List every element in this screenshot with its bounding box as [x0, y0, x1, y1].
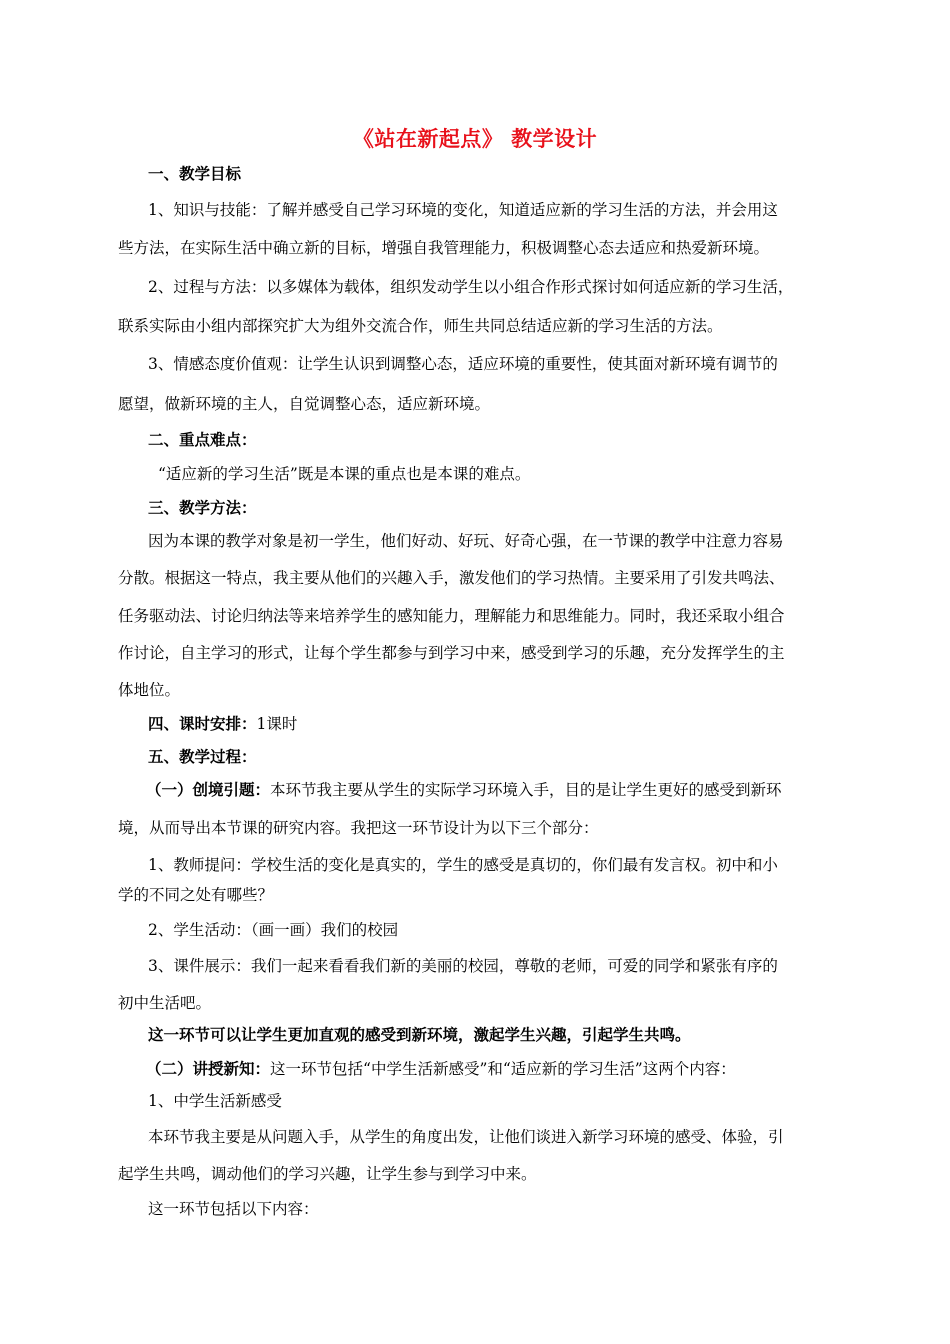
paragraph-line: 作讨论，自主学习的形式，让每个学生都参与到学习中来，感受到学习的乐趣，充分发挥学生的主 — [118, 644, 785, 662]
paragraph-line: 任务驱动法、讨论归纳法等来培养学生的感知能力，理解能力和思维能力。同时，我还采取小组合 — [118, 607, 785, 625]
part1-label: （一）创境引题： — [146, 780, 271, 799]
paragraph-line: 本环节我主要是从问题入手，从学生的角度出发，让他们谈进入新学习环境的感受、体验，引 — [148, 1128, 784, 1146]
section-heading-objectives: 一、教学目标 — [148, 164, 242, 183]
schedule-line — [148, 714, 297, 734]
part1-line — [146, 780, 782, 800]
paragraph-line: 愿望，做新环境的主人，自觉调整心态，适应新环境。 — [118, 395, 491, 413]
paragraph-line: 2、过程与方法：以多媒体为载体，组织发动学生以小组合作形式探讨如何适应新的学习生活， — [148, 278, 794, 296]
paragraph-line: 2、学生活动：（画一画）我们的校园 — [148, 921, 399, 939]
paragraph-line: 1、中学生活新感受 — [148, 1092, 282, 1110]
paragraph-line: 初中生活吧。 — [118, 994, 212, 1012]
document-title: 《站在新起点》 教学设计 — [352, 126, 598, 151]
section-heading-methods: 三、教学方法： — [148, 498, 257, 517]
schedule-value: 1课时 — [256, 715, 298, 733]
part2-text: 这一环节包括“中学生活新感受”和“适应新的学习生活”这两个内容： — [270, 1060, 736, 1078]
paragraph-line: 这一环节包括以下内容： — [148, 1200, 319, 1218]
part2-line — [146, 1059, 736, 1079]
paragraph-line: 起学生共鸣，调动他们的学习兴趣，让学生参与到学习中来。 — [118, 1165, 537, 1183]
paragraph-line: 体地位。 — [118, 681, 181, 699]
paragraph-line: 学的不同之处有哪些？ — [118, 886, 274, 904]
section-heading-process: 五、教学过程： — [148, 747, 257, 766]
paragraph-line: 3、课件展示：我们一起来看看我们新的美丽的校园，尊敬的老师，可爱的同学和紧张有序的 — [148, 957, 778, 975]
paragraph-line: 分散。根据这一特点，我主要从他们的兴趣入手，激发他们的学习热情。主要采用了引发共鸣法、 — [118, 569, 785, 587]
paragraph-line: 1、知识与技能：了解并感受自己学习环境的变化，知道适应新的学习生活的方法，并会用这 — [148, 201, 778, 219]
part2-label: （二）讲授新知： — [146, 1059, 271, 1078]
paragraph-line: 3、情感态度价值观：让学生认识到调整心态，适应环境的重要性，使其面对新环境有调节的 — [148, 355, 778, 373]
paragraph-line: 境，从而导出本节课的研究内容。我把这一环节设计为以下三个部分： — [118, 819, 599, 837]
summary-line: 这一环节可以让学生更加直观的感受到新环境，激起学生兴趣，引起学生共鸣。 — [148, 1025, 691, 1044]
paragraph-line: 1、教师提问：学校生活的变化是真实的，学生的感受是真切的，你们最有发言权。初中和小 — [148, 856, 778, 874]
part1-text: 本环节我主要从学生的实际学习环境入手，目的是让学生更好的感受到新环 — [270, 781, 782, 799]
paragraph-line: “适应新的学习生活”既是本课的重点也是本课的难点。 — [158, 465, 531, 483]
paragraph-line: 因为本课的教学对象是初一学生，他们好动、好玩、好奇心强，在一节课的教学中注意力容易 — [148, 532, 784, 550]
section-heading-key-points: 二、重点难点： — [148, 430, 257, 449]
paragraph-line: 些方法，在实际生活中确立新的目标，增强自我管理能力，积极调整心态去适应和热爱新环境。 — [118, 239, 770, 257]
paragraph-line: 联系实际由小组内部探究扩大为组外交流合作，师生共同总结适应新的学习生活的方法。 — [118, 317, 723, 335]
section-heading-schedule: 四、课时安排： — [148, 714, 257, 733]
